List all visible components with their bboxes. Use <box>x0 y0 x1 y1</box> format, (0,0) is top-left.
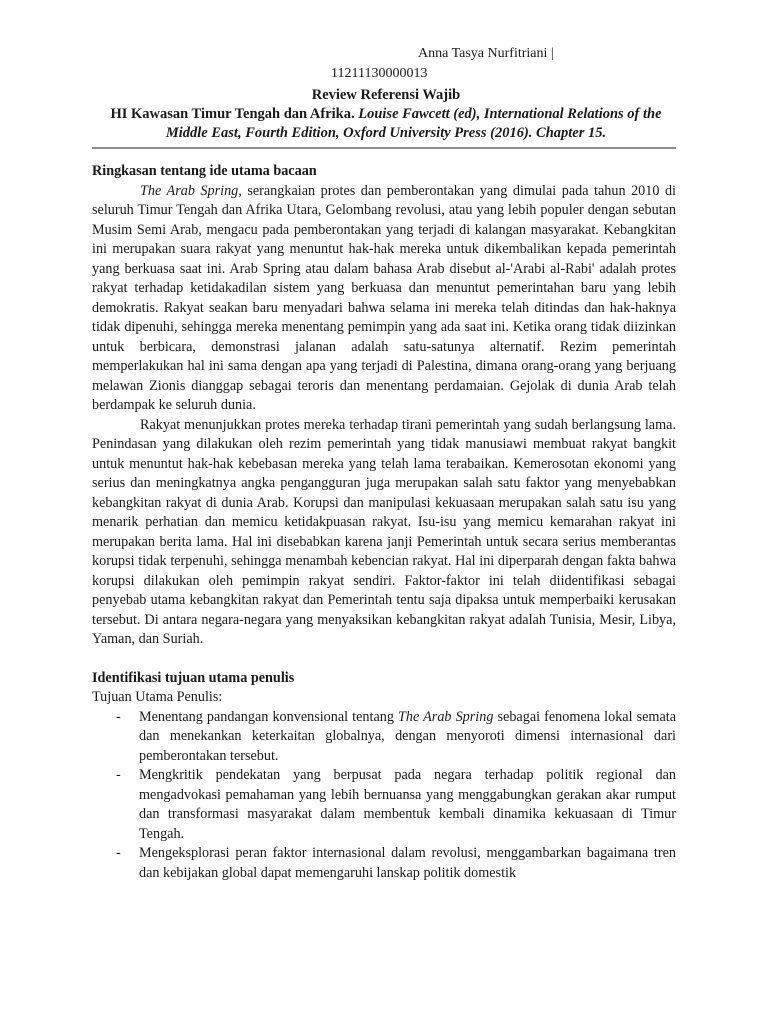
document-title: Review Referensi Wajib <box>311 87 461 103</box>
summary-paragraph-1 <box>92 182 676 416</box>
student-id: 11211130000013 <box>331 66 428 81</box>
section-heading-summary: Ringkasan tentang ide utama bacaan <box>92 163 317 179</box>
section-spacer <box>92 650 676 669</box>
bullet-dash: - <box>116 767 121 783</box>
objectives-intro: Tujuan Utama Penulis: <box>92 689 223 705</box>
objectives-list <box>92 708 676 884</box>
bullet-dash: - <box>116 708 121 725</box>
bullet-3-text: Mengeksplorasi peran faktor internasional dalam revolusi, menggambarkan bagaimana tren dan kebijakan global dapat memengaruhi lanskap politik domestik <box>139 845 676 881</box>
horizontal-divider <box>92 147 676 149</box>
course-subject: HI Kawasan Timur Tengah dan Afrika. <box>110 106 355 122</box>
section-heading-objectives: Identifikasi tujuan utama penulis <box>92 669 295 686</box>
reference-line <box>92 105 680 143</box>
arab-spring-italic: The Arab Spring, <box>140 182 242 199</box>
main-content <box>92 162 676 883</box>
bullet-dash: - <box>116 845 121 861</box>
list-item <box>92 708 676 767</box>
summary-paragraph-1-text: serangkaian protes dan pemberontakan yang dimulai pada tahun 2010 di seluruh Timur Tengah dan Afrika Utara, Gelombang revolusi, atau yang lebih populer dengan sebutan Musim Semi Arab, mengacu pada pemberontakan yang terjadi di kalangan masyarakat. Kebangkitan ini merupakan suara rakyat yang menuntut hak-hak mereka untuk dikembalikan kepada pemerintah yang berkuasa saat ini. Arab Spring atau dalam bahasa Arab disebut al-'Arabi al-Rabi' adalah protes rakyat terhadap ketidakadilan sistem yang berkuasa dan menuntut pemerintahan baru yang lebih demokratis. Rakyat seakan baru menyadari bahwa selama ini mereka telah ditindas dan hak-haknya tidak dipenuhi, sehingga mereka menentang pemimpin yang ada saat ini. Ketika orang tidak diizinkan untuk berbicara, demonstrasi jalanan adalah satu-satunya alternatif. Rezim pemerintah memperlakukan hal ini sama dengan apa yang terjadi di Palestina, dimana orang-orang yang berjuang melawan Zionis dianggap sebagai teroris dan menentang perdamaian. Gejolak di dunia Arab telah berdampak ke seluruh dunia. <box>92 182 676 413</box>
summary-paragraph-2: Rakyat menunjukkan protes mereka terhadap tirani pemerintah yang sudah berlangsung lama. Penindasan yang dilakukan oleh rezim pemerintah yang tidak manusiawi membuat rakyat bangkit untuk menuntut hak-hak kebebasan mereka yang telah lama terabaikan. Kemerosotan ekonomi yang serius dan meningkatnya angka pengangguran juga merupakan salah satu faktor yang menyebabkan kebangkitan rakyat di dunia Arab. Korupsi dan manipulasi kekuasaan merupakan salah satu isu yang menarik perhatian dan memicu ketidakpuasan rakyat. Isu-isu yang memicu kemarahan rakyat ini merupakan berita lama. Hal ini disebabkan karena janji Pemerintah untuk secara serius memberantas korupsi tidak terpenuhi, sehingga menambah kebencian rakyat. Hal ini diperparah dengan fakta bahwa korupsi dilakukan oleh pemimpin rakyat sendiri. Faktor-faktor ini telah diidentifikasi sebagai penyebab utama kebangkitan rakyat dan Pemerintah tentu saja dipaksa untuk memperbaiki kerusakan tersebut. Di antara negara-negara yang menyaksikan kebangkitan rakyat adalah Tunisia, Mesir, Libya, Yaman, dan Suriah. <box>92 416 676 647</box>
reference-citation: Louise Fawcett (ed), International Relations of the Middle East, Fourth Edition, Oxford University Press (2016). Chapter 15. <box>165 106 662 141</box>
title-block <box>92 86 680 143</box>
list-item <box>92 766 676 844</box>
list-item <box>92 844 676 883</box>
bullet-1-post: sebagai fenomena lokal semata dan menekankan keterkaitan globalnya, dengan menyoroti dimensi internasional dari pemberontakan tersebut. <box>139 708 676 764</box>
bullet-1-italic: The Arab Spring <box>398 708 494 725</box>
author-name: Anna Tasya Nurfitriani | <box>418 46 554 61</box>
bullet-2-text: Mengkritik pendekatan yang berpusat pada negara terhadap politik regional dan mengadvokasi pemahaman yang lebih bernuansa yang menggabungkan gerakan akar rumput dan transformasi masyarakat dalam membentuk kembali dinamika kekuasaan di Timur Tengah. <box>139 767 676 842</box>
bullet-1-pre: Menentang pandangan konvensional tentang <box>139 708 399 725</box>
